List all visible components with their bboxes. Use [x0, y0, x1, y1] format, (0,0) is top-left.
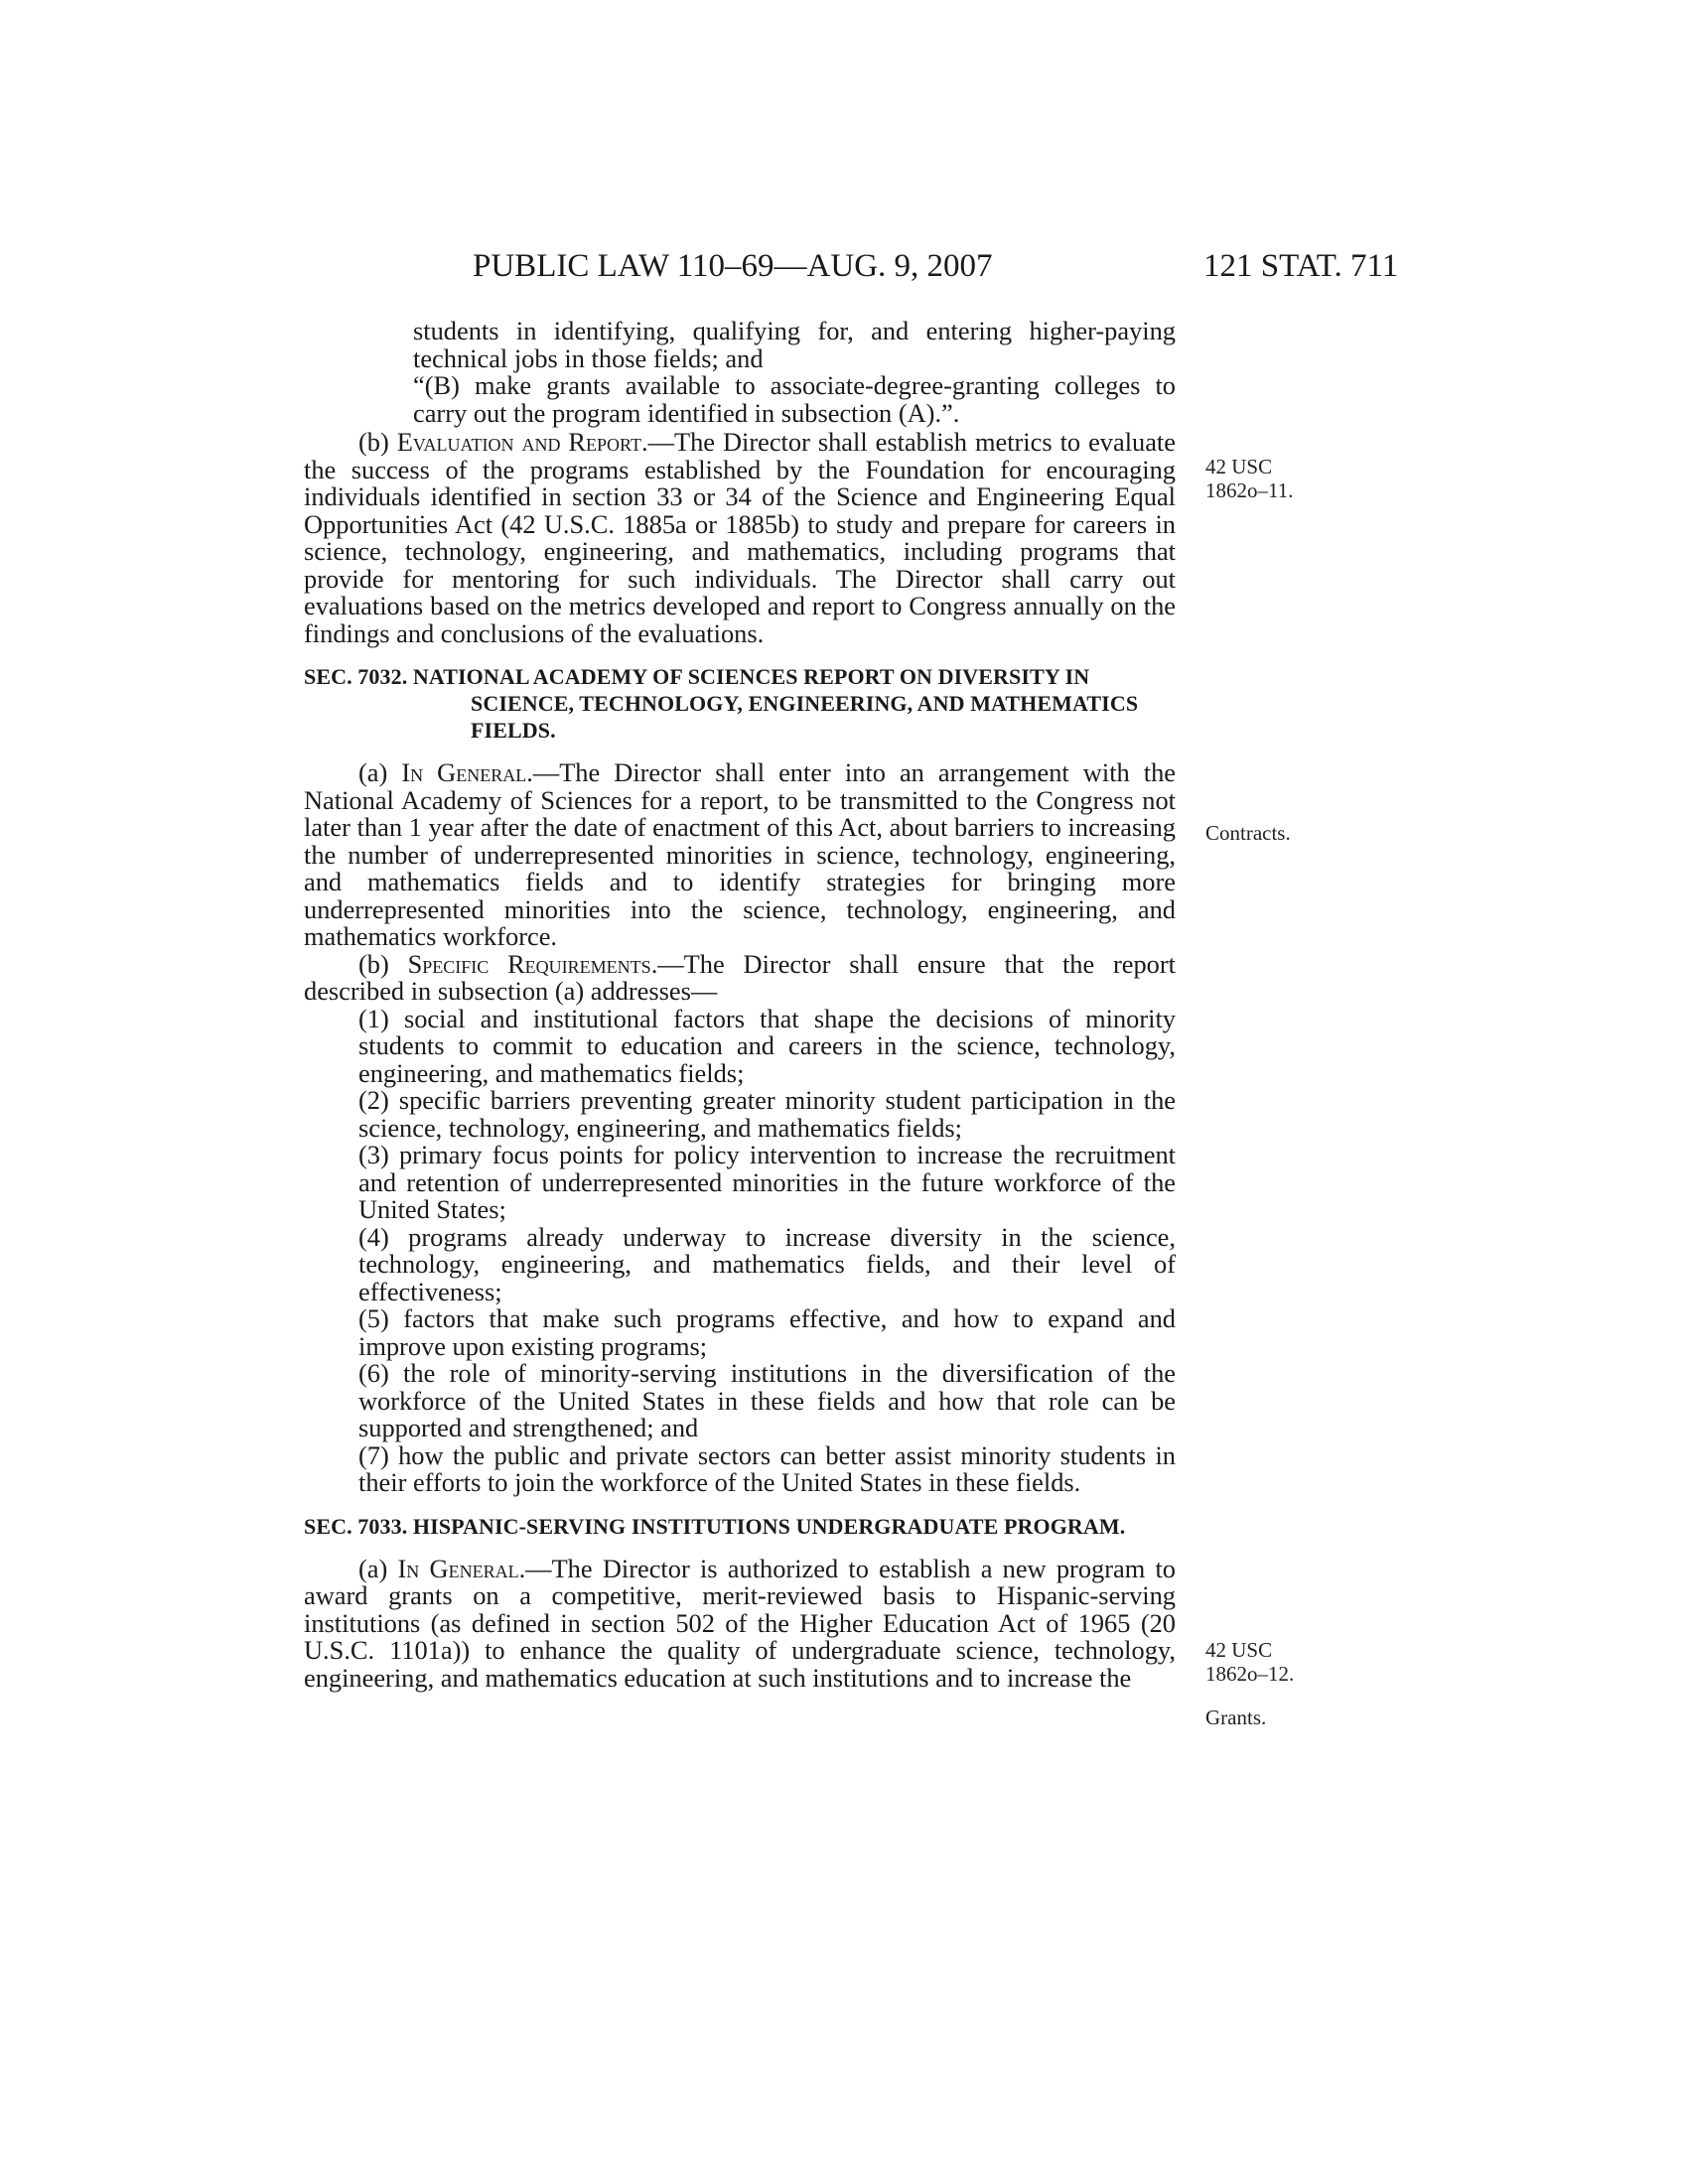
sec-7033-a-number: (a)	[358, 1553, 398, 1583]
margin-note-usc-1-line2: 1862o–11.	[1205, 478, 1294, 502]
sec-7033-a-paragraph	[304, 1553, 1176, 1693]
requirements-list	[304, 1003, 1176, 1497]
sec-7032-a-text: .—The Director shall enter into an arrangement with the National Academy of Sciences for a report, to be transmitted to the Congress not later than 1 year after the date of enactment of this Act, about barriers to increasing the number of underrepresented minorities in science, technology, engineering, and mathematics fields and to identify strategies for bringing more underrepresented minorities into the science, technology, engineering, and mathematics workforce.	[304, 757, 1176, 951]
public-law-title: PUBLIC LAW 110–69—AUG. 9, 2007	[473, 248, 993, 284]
eval-text: .—The Director shall establish metrics to evaluate the success of the programs established by the Foundation for encouraging individuals identified in section 33 or 34 of the Science and Engineering Equal Opportunities Act (42 U.S.C. 1885a or 1885b) to study and prepare for careers in science, technology, engineering, and mathematics, including programs that provide for mentoring for such individuals. The Director shall carry out evaluations based on the metrics developed and report to Congress annually on the findings and conclusions of the evaluations.	[304, 427, 1176, 648]
requirement-item-5: (5) factors that make such programs effective, and how to expand and improve upon existing programs;	[358, 1303, 1176, 1361]
continuation-line-2: “(B) make grants available to associate-degree-granting colleges to carry out the program identified in subsection (A).”.	[413, 370, 1176, 428]
margin-note-grants: Grants.	[1205, 1706, 1267, 1729]
sec-7032-a-heading: In General	[401, 757, 527, 787]
sec-7033-heading: SEC. 7033. HISPANIC-SERVING INSTITUTIONS UNDERGRADUATE PROGRAM.	[304, 1513, 1126, 1539]
requirement-item-1: (1) social and institutional factors that shape the decisions of minority students to commit to education and careers in the science, technology, engineering, and mathematics fields;	[358, 1003, 1176, 1088]
sec-7032-a-number: (a)	[358, 757, 402, 787]
requirement-item-6: (6) the role of minority-serving institutions in the diversification of the workforce of the United States in these fields and how that role can be supported and strengthened; and	[358, 1358, 1176, 1442]
requirement-item-2: (2) specific barriers preventing greater minority student participation in the science, technology, engineering, and mathematics fields;	[358, 1085, 1176, 1143]
requirement-item-3: (3) primary focus points for policy intervention to increase the recruitment and retention of underrepresented minorities in the future workforce of the United States;	[358, 1140, 1176, 1224]
margin-note-usc-2-line2: 1862o–12.	[1205, 1662, 1295, 1686]
eval-heading: Evaluation and Report	[396, 427, 641, 457]
document-body	[304, 318, 1176, 1692]
sec-7032-b-paragraph	[304, 948, 1177, 1006]
margin-note-usc-1-line1: 42 USC	[1205, 455, 1273, 478]
margin-note-usc-2	[1205, 1638, 1344, 1686]
sec-7033-a-heading: In General	[397, 1553, 519, 1583]
eval-lead-number: (b)	[358, 427, 397, 457]
continuation-block	[413, 318, 1176, 427]
running-head	[0, 248, 1688, 288]
evaluation-report-paragraph	[304, 429, 1176, 647]
continuation-line-1: students in identifying, qualifying for, and entering higher-paying technical jobs in those fields; and	[413, 316, 1176, 373]
sec-7033-a-text: .—The Director is authorized to establish a new program to award grants on a competitive, merit-reviewed basis to Hispanic-serving institutions (as defined in section 502 of the Higher Education Act of 1965 (20 U.S.C. 1101a)) to enhance the quality of undergraduate science, technology, engineering, and mathematics education at such institutions and to increase the	[304, 1553, 1176, 1693]
sec-7032-a-paragraph	[304, 759, 1176, 951]
sec-7032-heading: SEC. 7032. NATIONAL ACADEMY OF SCIENCES REPORT ON DIVERSITY IN SCIENCE, TECHNOLOGY, ENGINEERING, AND MATHEMATICS FIELDS.	[304, 664, 1139, 743]
requirement-item-7: (7) how the public and private sectors can better assist minority students in their efforts to join the workforce of the United States in these fields.	[358, 1439, 1176, 1497]
margin-note-usc-2-line1: 42 USC	[1205, 1638, 1273, 1662]
margin-note-usc-1	[1205, 455, 1344, 502]
stat-page-number: 121 STAT. 711	[1203, 248, 1399, 284]
sec-7032-b-number: (b)	[358, 948, 408, 979]
margin-note-contracts: Contracts.	[1205, 821, 1291, 845]
sec-7032-b-heading: Specific Requirements	[407, 948, 651, 979]
sec-7032-b-text: .—The Director shall ensure that the report described in subsection (a) addresses—	[304, 948, 1177, 1006]
requirement-item-4: (4) programs already underway to increase diversity in the science, technology, engineering, and mathematics fields, and their level of effectiveness;	[358, 1221, 1176, 1306]
